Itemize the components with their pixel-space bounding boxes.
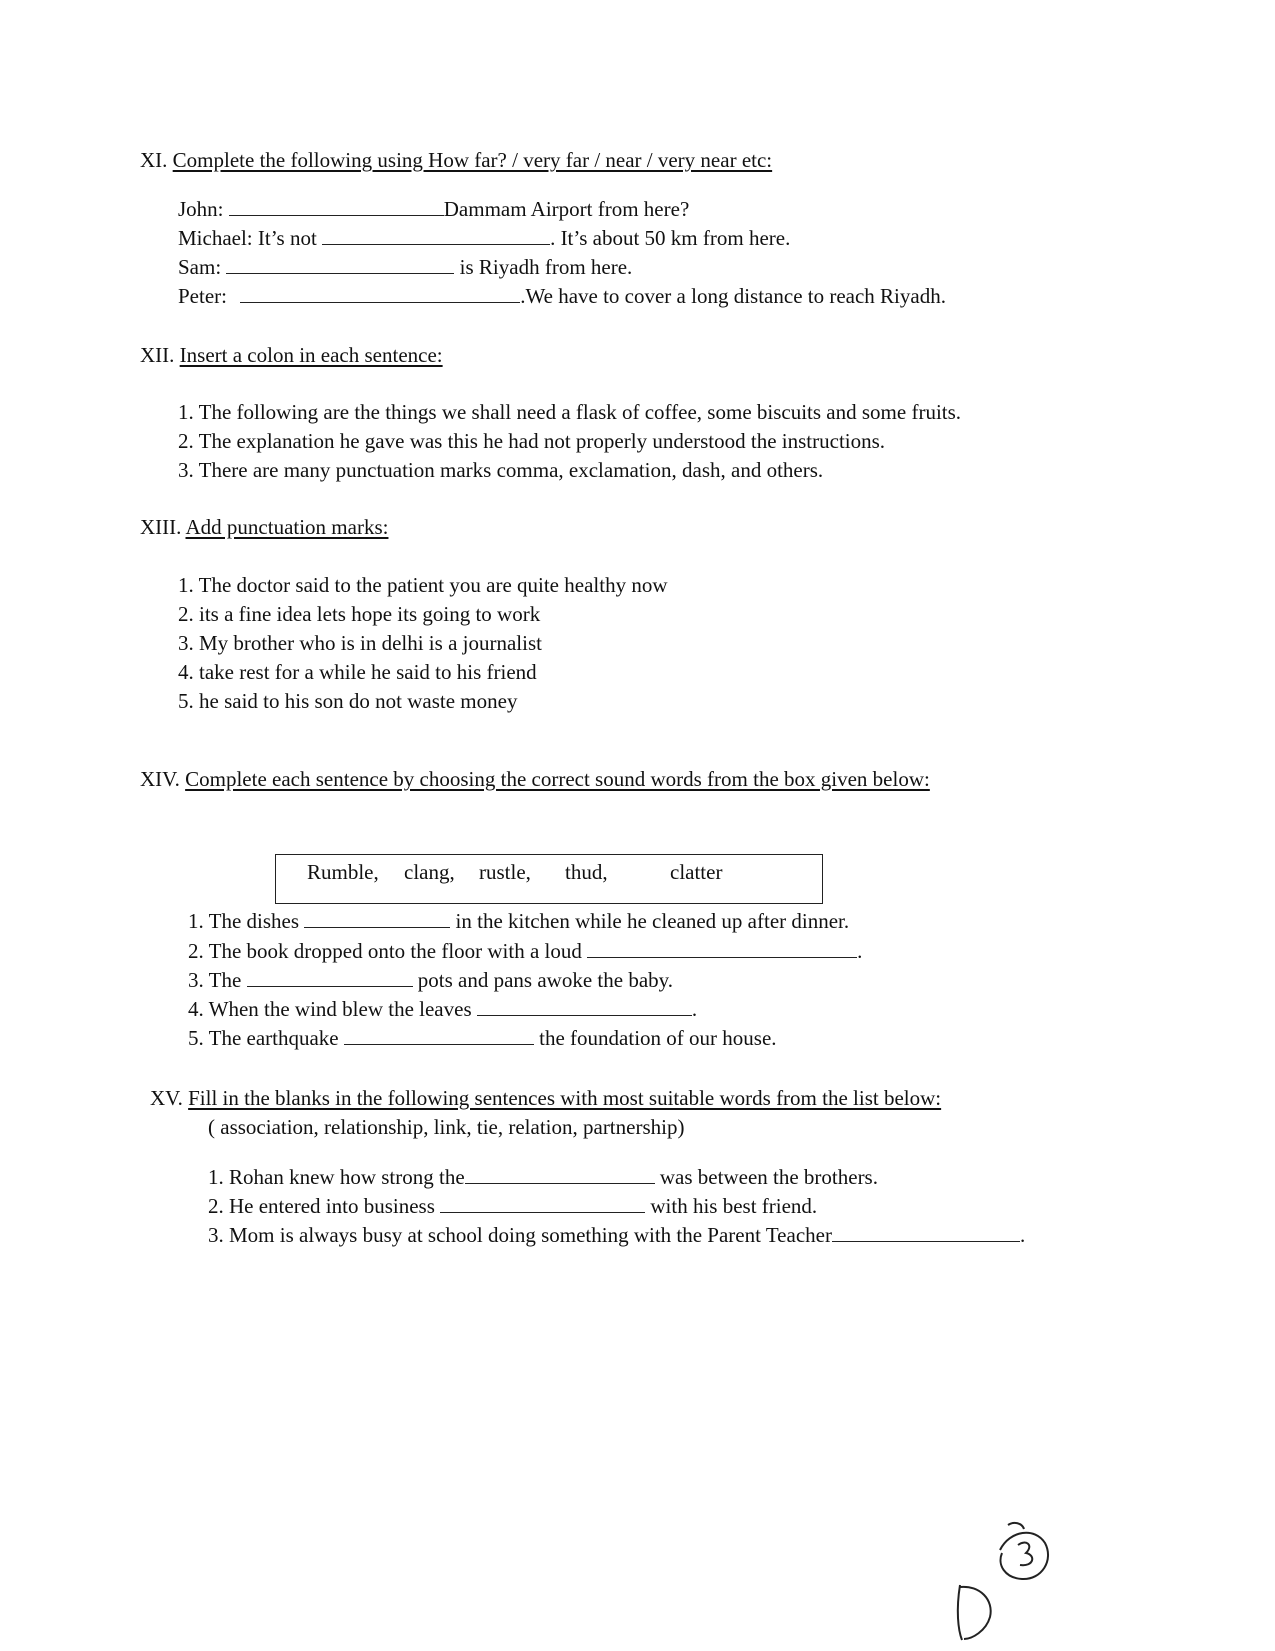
answer-blank[interactable] — [465, 1166, 655, 1184]
section-number: XIV. — [140, 767, 180, 791]
box-word: rustle, — [479, 860, 531, 884]
answer-blank[interactable] — [247, 969, 413, 987]
section-xi-heading — [140, 147, 772, 173]
list-item: 2. its a fine idea lets hope its going to work — [178, 602, 541, 626]
item-text: . — [691, 997, 698, 1021]
answer-blank[interactable] — [322, 227, 550, 245]
handwritten-number-3 — [1018, 1543, 1032, 1566]
section-number: XV. — [150, 1086, 183, 1110]
list-item: 1. The doctor said to the patient you are quite healthy now — [178, 573, 668, 597]
dialogue-line-john — [178, 196, 689, 222]
item-text: pots and pans awoke the baby. — [412, 968, 674, 992]
list-item — [208, 1164, 878, 1190]
section-title: Add punctuation marks: — [185, 515, 389, 539]
dialogue-line-peter — [178, 283, 946, 309]
dialogue-line-sam — [178, 254, 632, 280]
section-title: Complete the following using How far? / very far / near / very near etc: — [172, 148, 773, 172]
line-text: . It’s about 50 km from here. — [550, 226, 791, 250]
item-text: . — [857, 939, 863, 963]
handwritten-circle-tail — [1008, 1523, 1024, 1529]
section-xv-heading — [150, 1085, 941, 1111]
list-item — [188, 908, 849, 934]
speaker: Peter: — [178, 284, 227, 308]
list-item: 3. There are many punctuation marks comma, exclamation, dash, and others. — [178, 458, 824, 482]
dialogue-line-michael — [178, 225, 790, 251]
box-word: Rumble, — [307, 860, 379, 884]
answer-blank[interactable] — [440, 1195, 645, 1213]
answer-blank[interactable] — [832, 1224, 1020, 1242]
answer-blank[interactable] — [344, 1027, 534, 1045]
item-text: 1. Rohan knew how strong the — [208, 1165, 465, 1189]
item-text: with his best friend. — [645, 1194, 818, 1218]
item-text: in the kitchen while he cleaned up after dinner. — [450, 909, 850, 933]
item-text: . — [1019, 1223, 1026, 1247]
handwritten-circle — [1000, 1533, 1048, 1579]
line-text: Dammam Airport from here? — [443, 197, 690, 221]
speaker: Michael: It’s not — [178, 226, 317, 250]
box-word: clang, — [404, 860, 455, 884]
list-item — [188, 1025, 777, 1051]
section-title: Insert a colon in each sentence: — [179, 343, 443, 367]
line-text: is Riyadh from here. — [454, 255, 633, 279]
list-item — [208, 1222, 1025, 1248]
list-item: 5. he said to his son do not waste money — [178, 689, 518, 713]
item-text: the foundation of our house. — [533, 1026, 777, 1050]
answer-blank[interactable] — [229, 198, 444, 216]
section-number: XI. — [140, 148, 168, 172]
section-xii-heading — [140, 342, 443, 368]
answer-blank[interactable] — [226, 256, 454, 274]
list-item: 2. The explanation he gave was this he had not properly understood the instructions. — [178, 429, 886, 453]
list-item — [188, 996, 697, 1022]
box-word: clatter — [670, 860, 723, 884]
word-list: ( association, relationship, link, tie, relation, partnership) — [208, 1115, 685, 1139]
list-item — [188, 967, 673, 993]
answer-blank[interactable] — [304, 910, 450, 928]
item-text: 3. Mom is always busy at school doing something with the Parent Teacher — [208, 1223, 832, 1247]
speaker: John: — [178, 197, 224, 221]
section-title: Fill in the blanks in the following sentences with most suitable words from the list below: — [188, 1086, 942, 1110]
section-number: XIII. — [140, 515, 182, 539]
handwritten-letter-stroke — [958, 1585, 962, 1640]
item-text: 5. The earthquake — [188, 1026, 339, 1050]
section-number: XII. — [140, 343, 175, 367]
list-item: 3. My brother who is in delhi is a journalist — [178, 631, 542, 655]
answer-blank[interactable] — [240, 285, 520, 303]
speaker: Sam: — [178, 255, 222, 279]
handwritten-page-mark — [950, 1515, 1060, 1645]
item-text: 4. When the wind blew the leaves — [188, 997, 472, 1021]
handwritten-letter-stroke — [960, 1587, 991, 1639]
word-box — [275, 854, 823, 904]
section-xiv-heading — [140, 766, 930, 792]
item-text: 2. The book dropped onto the floor with a loud — [188, 939, 582, 963]
list-item — [188, 938, 862, 964]
box-word: thud, — [565, 860, 608, 884]
answer-blank[interactable] — [477, 998, 692, 1016]
item-text: 3. The — [188, 968, 242, 992]
section-xiii-heading — [140, 514, 388, 540]
answer-blank[interactable] — [587, 940, 857, 958]
list-item — [208, 1193, 817, 1219]
list-item: 4. take rest for a while he said to his friend — [178, 660, 537, 684]
list-item: 1. The following are the things we shall need a flask of coffee, some biscuits and some fruits. — [178, 400, 962, 424]
item-text: 1. The dishes — [188, 909, 300, 933]
item-text: 2. He entered into business — [208, 1194, 435, 1218]
item-text: was between the brothers. — [654, 1165, 878, 1189]
section-title: Complete each sentence by choosing the correct sound words from the box given below: — [185, 767, 930, 791]
line-text: .We have to cover a long distance to reach Riyadh. — [520, 284, 946, 308]
